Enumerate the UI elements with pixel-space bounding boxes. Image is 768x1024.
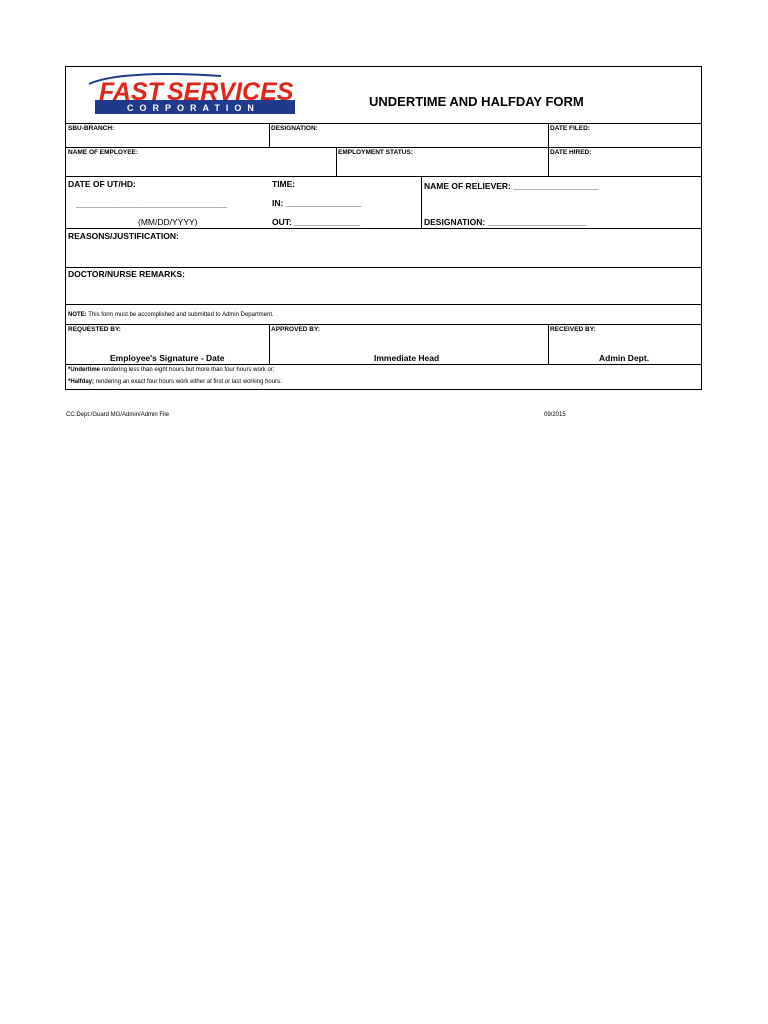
sbu-branch-label: SBU-BRANCH: [68, 125, 115, 132]
divider [66, 324, 701, 325]
name-of-employee-label: NAME OF EMPLOYEE: [68, 149, 139, 156]
svg-text:SERVICES: SERVICES [167, 78, 294, 106]
divider [66, 147, 701, 148]
divider [66, 176, 701, 177]
fastservices-logo-graphic [71, 70, 298, 121]
divider [66, 123, 701, 124]
employee-signature-caption: Employee's Signature - Date [110, 353, 225, 363]
doctor-nurse-remarks-label: DOCTOR/NURSE REMARKS: [68, 269, 185, 279]
divider [548, 123, 549, 176]
divider [66, 228, 701, 229]
received-by-label: RECEIVED BY: [550, 326, 596, 333]
reliever-designation-field: DESIGNATION: _____________________ [424, 217, 587, 227]
undertime-text: rendering less than eight hours but more than four hours work or; [100, 367, 275, 373]
fastservices-logo [71, 70, 298, 121]
date-filed-label: DATE FILED: [550, 125, 590, 132]
date-blank-line: ________________________________ [76, 199, 228, 209]
date-of-ut-hd-label: DATE OF UT/HD: [68, 179, 136, 189]
form-revision: 09/2015 [544, 412, 566, 418]
time-label: TIME: [272, 179, 296, 189]
employment-status-label: EMPLOYMENT STATUS: [338, 149, 413, 156]
divider [548, 324, 549, 364]
divider [269, 324, 270, 364]
time-out-field: OUT: ______________ [272, 217, 361, 227]
divider [66, 304, 701, 305]
date-format-hint: (MM/DD/YYYY) [138, 217, 198, 227]
form-title: UNDERTIME AND HALFDAY FORM [369, 94, 584, 109]
cc-distribution: CC.Dept./Guard MG/Admin/Admin File [66, 412, 170, 418]
halfday-text: rendering an exact four hours work either at first or last working hours. [94, 379, 282, 385]
note-label: NOTE: [68, 312, 87, 318]
designation-label: DESIGNATION: [271, 125, 318, 132]
divider [66, 364, 701, 365]
svg-text:FAST: FAST [99, 78, 163, 106]
name-of-reliever-field: NAME OF RELIEVER: __________________ [424, 181, 599, 191]
divider [336, 147, 337, 176]
undertime-halfday-form [65, 66, 702, 390]
admin-dept-caption: Admin Dept. [599, 353, 650, 363]
divider [421, 176, 422, 228]
time-in-field: IN: ________________ [272, 198, 362, 208]
note-text [68, 312, 274, 318]
immediate-head-caption: Immediate Head [374, 353, 440, 363]
divider [66, 267, 701, 268]
reasons-justification-label: REASONS/JUSTIFICATION: [68, 231, 179, 241]
undertime-term: *Undertime [68, 367, 101, 373]
undertime-definition [68, 367, 274, 373]
approved-by-label: APPROVED BY: [271, 326, 320, 333]
divider [269, 123, 270, 147]
halfday-term: *Halfday; [68, 379, 95, 385]
date-hired-label: DATE HIRED: [550, 149, 592, 156]
halfday-definition [68, 379, 282, 385]
svg-text:CORPORATION: CORPORATION [127, 103, 260, 113]
requested-by-label: REQUESTED BY: [68, 326, 121, 333]
note-body: This form must be accomplished and submitted to Admin Department. [86, 312, 274, 318]
